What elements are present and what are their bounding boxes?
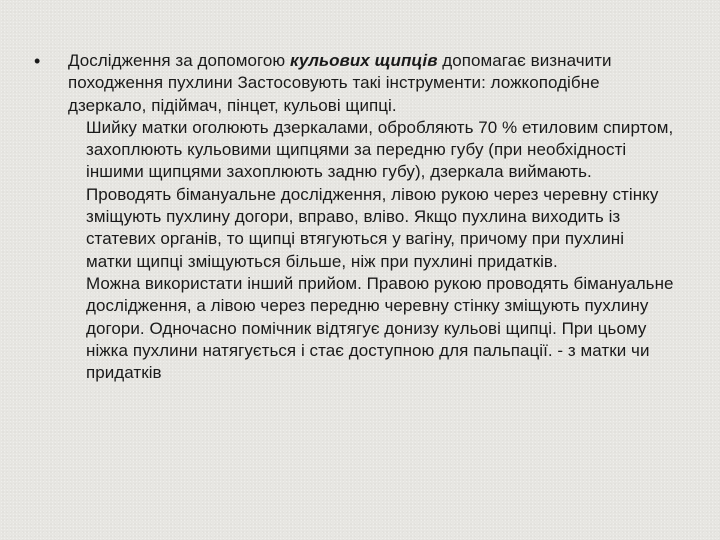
paragraph-intro: [68, 50, 674, 117]
paragraph-intro-lead: Дослідження за допомогою: [68, 51, 290, 70]
paragraph-alternative: Можна використати інший прийом. Правою рукою проводять бімануальне дослідження, а лівою через передню черевну стінку зміщують пухлину догори. Одночасно помічник відтягує донизу кульові щипці. При цьому ніжка пухлини натягується і стає доступною для пальпації. - з матки чи придатків: [86, 273, 674, 383]
bullet-text: [68, 50, 674, 384]
bullet-marker: •: [34, 51, 41, 71]
emphasis-term: кульових щипців: [289, 51, 438, 70]
paragraph-procedure: Шийку матки оголюють дзеркалами, обробляють 70 % етиловим спиртом, захоплюють кульовими щипцями за передню губу (при необхідності іншими щипцями захоплюють задню губу), дзеркала виймають. Проводять бімануальне дослідження, лівою рукою через черевну стінку зміщують пухлину догори, вправо, вліво. Якщо пухлина виходить із статевих органів, то щипці втягуються у вагіну, причому при пухлині матки щипці зміщуються більше, ніж при пухлині придатків.: [86, 117, 674, 271]
paragraph-intro-rest: допомагає визначити походження пухлини Застосовують такі інструменти: ложкоподібне дзеркало, підіймач, пінцет, кульові щипці.: [68, 51, 612, 115]
